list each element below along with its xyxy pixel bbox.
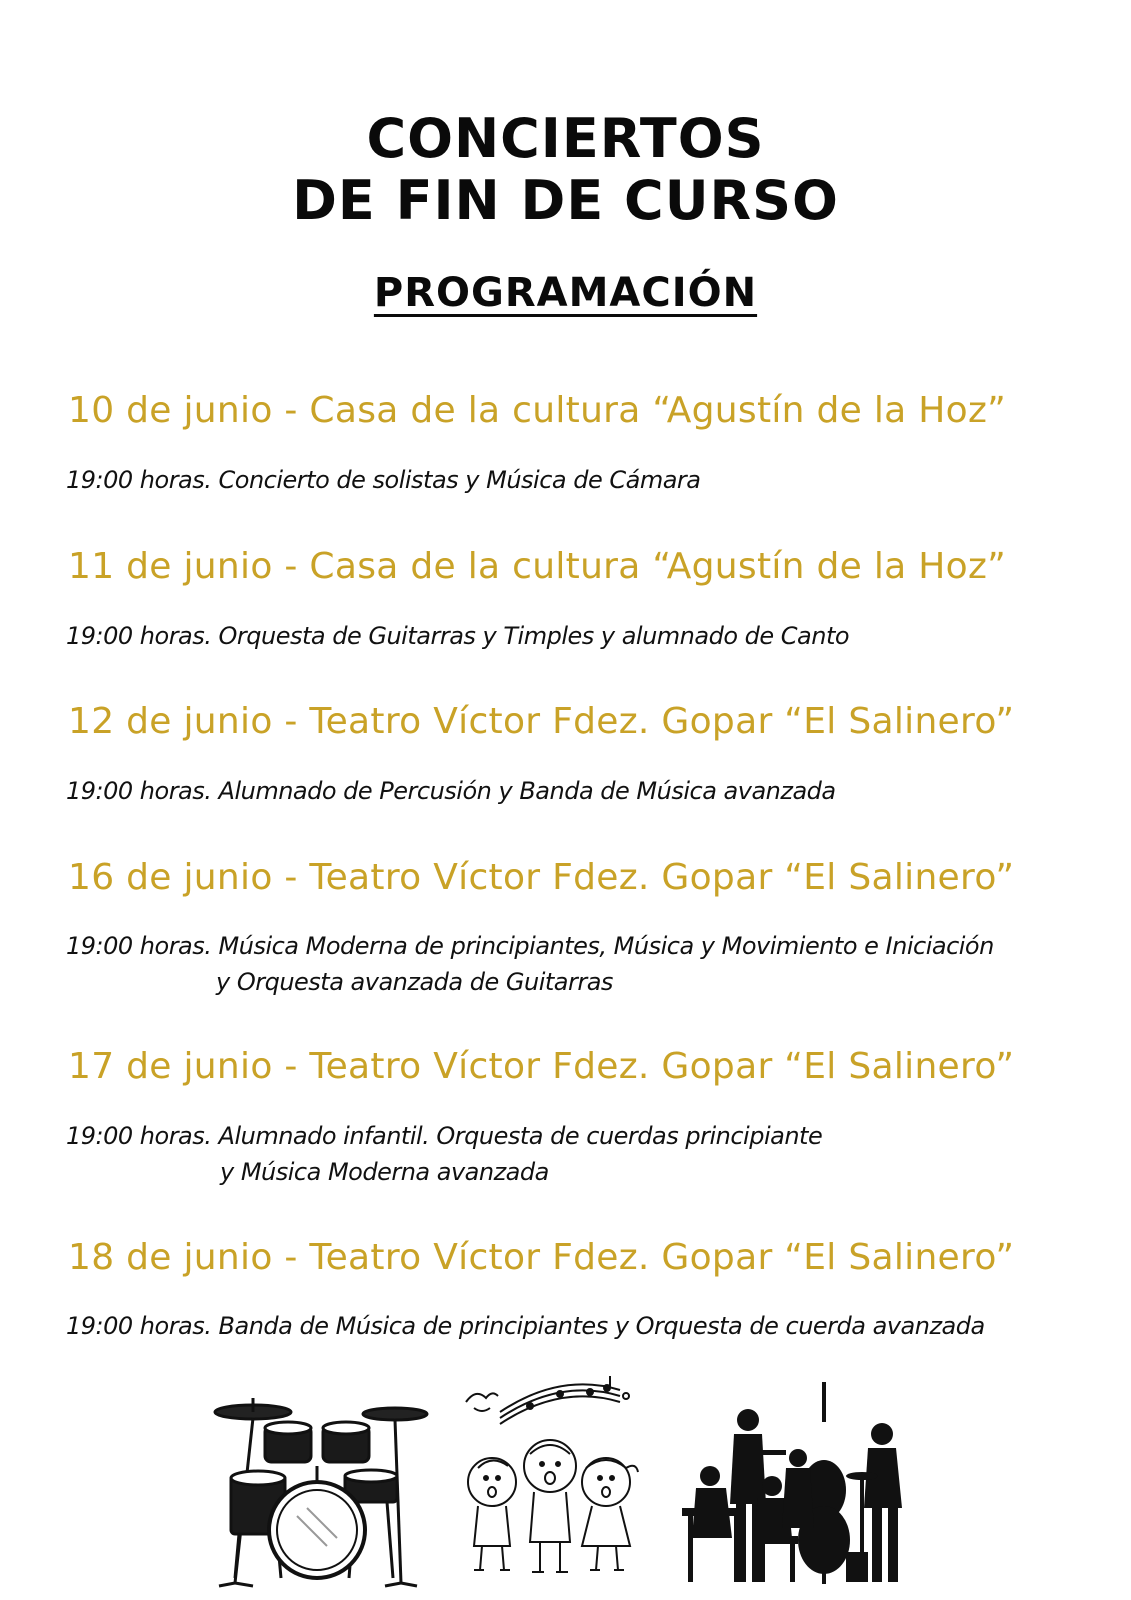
event-description-line-2: y Orquesta avanzada de Guitarras xyxy=(216,968,613,996)
programacion-heading: PROGRAMACIÓN xyxy=(373,270,758,316)
event-description-line: 19:00 horas. Banda de Música de principiantes y Orquesta de cuerda avanzada xyxy=(66,1312,985,1340)
event-description xyxy=(66,1308,985,1344)
event-description xyxy=(66,928,994,1000)
event-description xyxy=(66,462,701,498)
drum-kit-icon xyxy=(205,1388,430,1588)
event-description-line: 19:00 horas. Concierto de solistas y Música de Cámara xyxy=(66,466,701,494)
event-description-line: 19:00 horas. Alumnado de Percusión y Banda de Música avanzada xyxy=(66,777,836,805)
event-heading: 12 de junio - Teatro Víctor Fdez. Gopar “El Salinero” xyxy=(68,701,1015,742)
event-description-line: 19:00 horas. Música Moderna de principiantes, Música y Movimiento e Iniciación xyxy=(66,932,994,960)
event-heading: 11 de junio - Casa de la cultura “Agustín de la Hoz” xyxy=(68,546,1007,587)
event-description xyxy=(66,1118,822,1190)
title-line-1: CONCIERTOS xyxy=(366,107,765,170)
event-heading: 17 de junio - Teatro Víctor Fdez. Gopar “El Salinero” xyxy=(68,1046,1015,1087)
jazz-band-silhouette-icon xyxy=(682,1380,917,1585)
event-description-line: 19:00 horas. Alumnado infantil. Orquesta de cuerdas principiante xyxy=(66,1122,823,1150)
event-description-line-2: y Música Moderna avanzada xyxy=(220,1158,549,1186)
event-description xyxy=(66,773,836,809)
event-heading: 18 de junio - Teatro Víctor Fdez. Gopar “El Salinero” xyxy=(68,1237,1015,1278)
event-heading: 10 de junio - Casa de la cultura “Agustín de la Hoz” xyxy=(68,390,1007,431)
event-description xyxy=(66,618,849,654)
event-description-line: 19:00 horas. Orquesta de Guitarras y Timples y alumnado de Canto xyxy=(66,622,850,650)
singing-children-icon xyxy=(460,1372,640,1587)
title-line-2: DE FIN DE CURSO xyxy=(292,169,839,232)
event-heading: 16 de junio - Teatro Víctor Fdez. Gopar “El Salinero” xyxy=(68,857,1015,898)
